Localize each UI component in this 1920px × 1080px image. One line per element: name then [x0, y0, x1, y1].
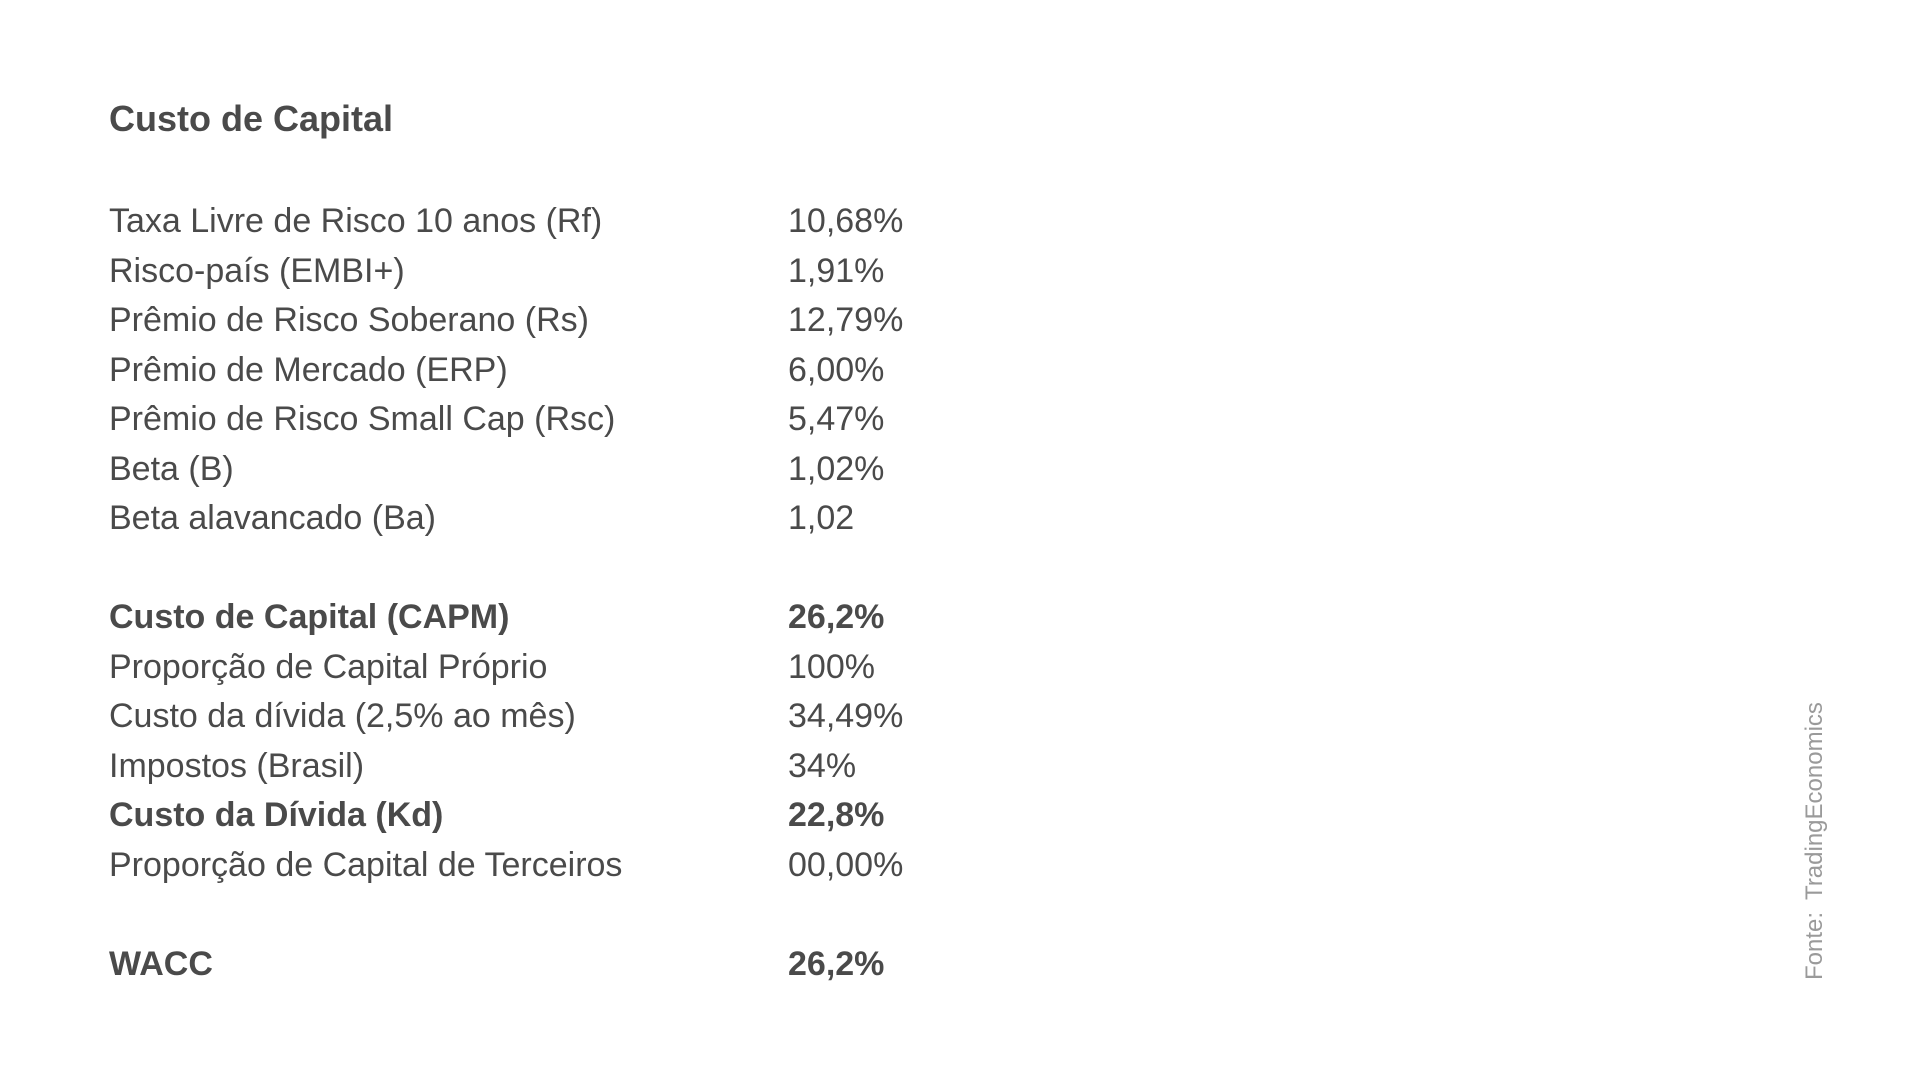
- row-value: 6,00%: [788, 350, 885, 389]
- row-label: Proporção de Capital de Terceiros: [109, 845, 623, 884]
- row-label: Custo da Dívida (Kd): [109, 796, 444, 834]
- source-name: TradingEconomics: [1801, 702, 1828, 900]
- table-row-cost-of-debt: [109, 791, 1009, 841]
- row-spacer: [109, 890, 1009, 940]
- table-row-taxes: [109, 742, 1009, 792]
- row-label: Beta alavancado (Ba): [109, 499, 436, 537]
- row-value: 1,91%: [788, 251, 885, 290]
- row-value: 26,2%: [788, 598, 885, 636]
- row-value: 5,47%: [788, 400, 885, 438]
- row-value: 100%: [788, 647, 875, 686]
- row-spacer: [109, 544, 1009, 594]
- table-row-sovereign-risk-premium: [109, 296, 1009, 346]
- row-value: 12,79%: [788, 301, 904, 339]
- table-row-small-cap-premium: [109, 395, 1009, 445]
- table-row-beta: [109, 445, 1009, 495]
- row-label: Impostos (Brasil): [109, 746, 365, 785]
- row-value: 22,8%: [788, 796, 885, 834]
- row-value: 00,00%: [788, 845, 904, 884]
- row-label: Beta (B): [109, 449, 234, 488]
- table-row-levered-beta: [109, 494, 1009, 544]
- row-label: Prêmio de Risco Soberano (Rs): [109, 301, 589, 339]
- source-note: [1800, 702, 1830, 980]
- row-value: 1,02: [788, 499, 855, 537]
- row-label: Prêmio de Mercado (ERP): [109, 350, 508, 389]
- table-row-country-risk: [109, 247, 1009, 297]
- row-value: 26,2%: [788, 944, 885, 983]
- row-label: Risco-país (EMBI+): [109, 251, 405, 290]
- table-row-debt-cost-monthly: [109, 692, 1009, 742]
- table-row-equity-proportion: [109, 643, 1009, 693]
- row-value: 34%: [788, 746, 857, 785]
- row-label: Prêmio de Risco Small Cap (Rsc): [109, 400, 616, 438]
- table-row-wacc: [109, 940, 1009, 990]
- row-label: Custo da dívida (2,5% ao mês): [109, 697, 576, 735]
- cost-of-capital-table: [109, 197, 1009, 989]
- row-label: Taxa Livre de Risco 10 anos (Rf): [109, 202, 603, 240]
- table-row-debt-proportion: [109, 841, 1009, 891]
- page-title: Custo de Capital: [109, 98, 394, 139]
- table-row-market-premium: [109, 346, 1009, 396]
- row-label: WACC: [109, 944, 213, 983]
- row-label: Custo de Capital (CAPM): [109, 598, 510, 636]
- table-row-capm: [109, 593, 1009, 643]
- table-row-risk-free-rate: [109, 197, 1009, 247]
- row-value: 1,02%: [788, 449, 885, 488]
- source-prefix: Fonte:: [1801, 911, 1828, 980]
- row-value: 10,68%: [788, 202, 904, 240]
- row-label: Proporção de Capital Próprio: [109, 647, 548, 686]
- row-value: 34,49%: [788, 697, 904, 735]
